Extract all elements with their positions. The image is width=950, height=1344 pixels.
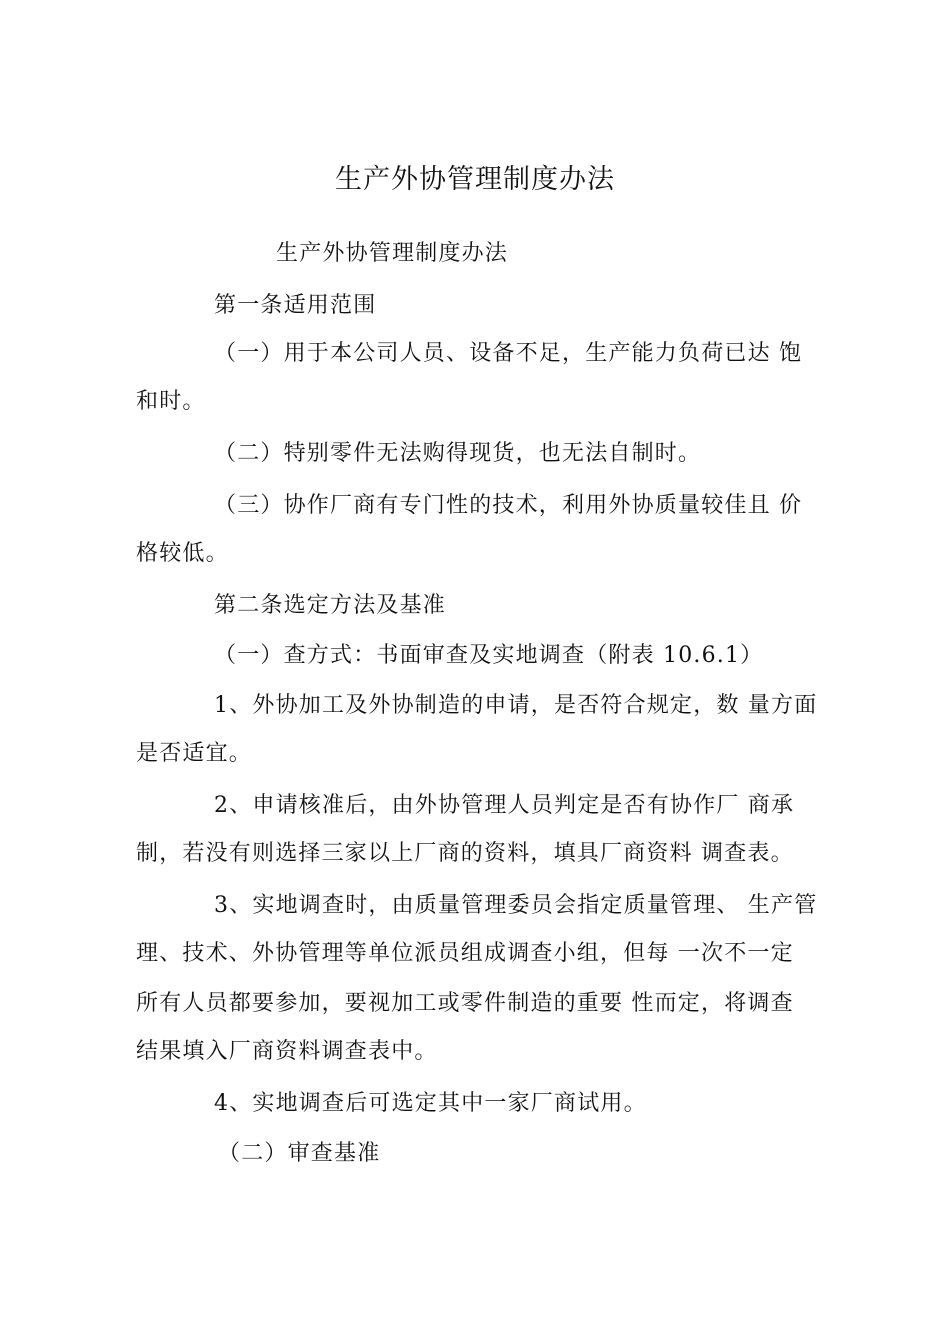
document-title: 生产外协管理制度办法 (335, 164, 615, 195)
section-heading: （二）审查基准 (218, 1141, 381, 1166)
paragraph-line: 是否适宜。 (136, 741, 253, 766)
paragraph-line: （一）查方式：书面审查及实地调查（附表 10.6.1） (214, 643, 764, 668)
paragraph-line: 制，若没有则选择三家以上厂商的资料，填具厂商资料 调查表。 (136, 841, 794, 866)
paragraph-line: （一）用于本公司人员、设备不足，生产能力负荷已达 饱 (214, 341, 803, 366)
paragraph-line: 所有人员都要参加，要视加工或零件制造的重要 性而定，将调查 (136, 991, 794, 1016)
paragraph-line: 3、实地调查时，由质量管理委员会指定质量管理、 生产管 (214, 893, 818, 918)
paragraph-line: 结果填入厂商资料调查表中。 (136, 1039, 438, 1064)
paragraph-line: 格较低。 (136, 541, 229, 566)
document-subtitle: 生产外协管理制度办法 (276, 241, 509, 266)
paragraph-line: （二）特别零件无法购得现货，也无法自制时。 (214, 441, 702, 466)
paragraph-line: 4、实地调查后可选定其中一家厂商试用。 (214, 1091, 647, 1116)
paragraph-line: 1、外协加工及外协制造的申请，是否符合规定，数 量方面 (214, 693, 818, 718)
paragraph-line: 2、申请核准后，由外协管理人员判定是否有协作厂 商承 (214, 793, 795, 818)
paragraph-line: 理、技术、外协管理等单位派员组成调查小组，但每 一次不一定 (136, 941, 794, 966)
paragraph-line: 和时。 (136, 389, 206, 414)
article-heading-1: 第一条适用范围 (214, 293, 377, 318)
paragraph-line: （三）协作厂商有专门性的技术，利用外协质量较佳且 价 (214, 493, 803, 518)
article-heading-2: 第二条选定方法及基准 (214, 593, 447, 618)
